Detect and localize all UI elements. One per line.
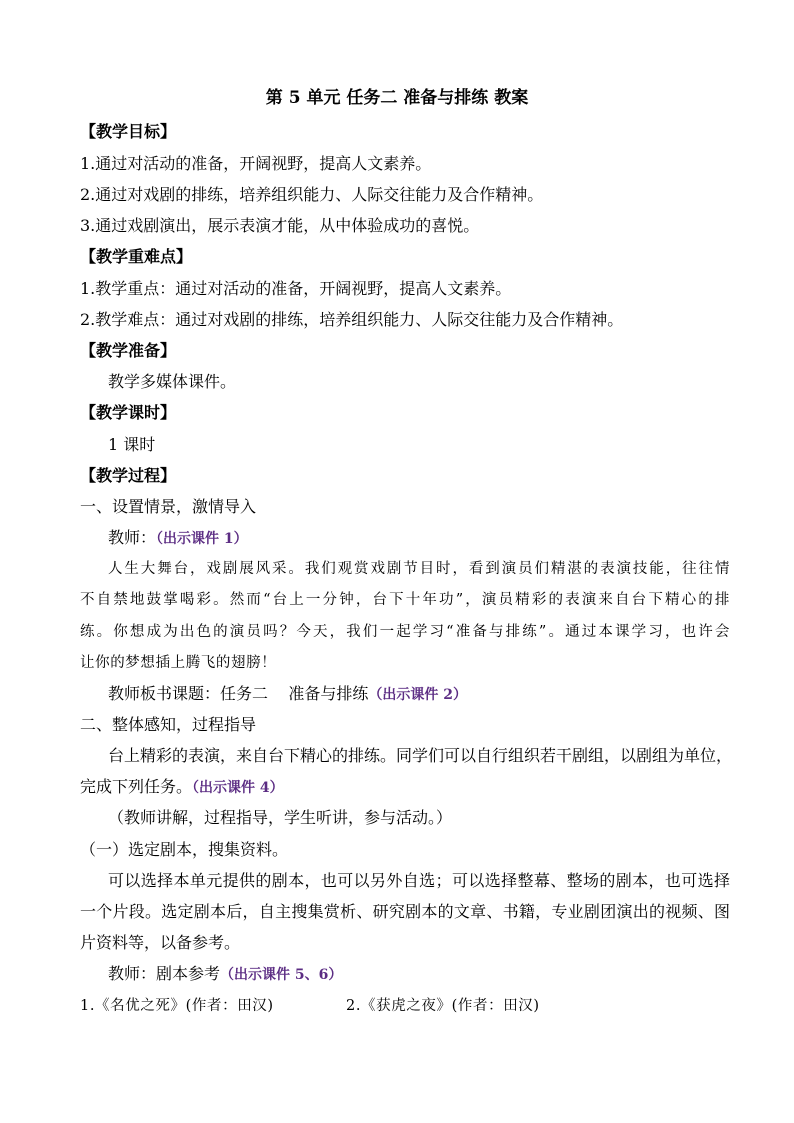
script-list-item: 2.《获虎之夜》(作者：田汉): [346, 998, 540, 1014]
step2-heading: 二、整体感知，过程指导: [80, 715, 257, 734]
script-list-item: 1.《名优之死》(作者：田汉): [80, 998, 274, 1014]
script-paragraph-line: 一个片段。选定剧本后，自主搜集赏析、研究剧本的文章、书籍，专业剧团演出的视频、图: [80, 902, 730, 921]
hours-text: 1 课时: [108, 435, 156, 454]
step1-teacher-line: [108, 526, 248, 551]
page-title: 第 5 单元 任务二 准备与排练 教案: [265, 88, 529, 108]
slide-note: （出示课件 5、6）: [220, 967, 343, 983]
keypoint-item: 2.教学难点：通过对戏剧的排练，培养组织能力、人际交往能力及合作精神。: [80, 310, 624, 329]
step2-paragraph-line: [80, 775, 284, 800]
step2-paragraph-line: 台上精彩的表演，来自台下精心的排练。同学们可以自行组织若干剧组，以剧组为单位，: [108, 746, 733, 765]
step1-heading: 一、设置情景，激情导入: [80, 497, 257, 516]
teacher-label: 教师：: [108, 528, 157, 547]
intro-paragraph-line: 不自禁地鼓掌喝彩。然而“台上一分钟，台下十年功”，演员精彩的表演来自台下精心的排: [80, 592, 730, 608]
section-heading-process: 【教学过程】: [80, 466, 177, 485]
prep-text: 教学多媒体课件。: [108, 372, 237, 391]
script-reference-line: [108, 962, 342, 987]
slide-note: （出示课件 1）: [156, 531, 248, 547]
section-heading-keypoints: 【教学重难点】: [80, 247, 193, 266]
slide-note: （出示课件 4）: [192, 780, 284, 796]
intro-paragraph-line: 让你的梦想插上腾飞的翅膀！: [80, 655, 277, 671]
board-title-line: [108, 682, 467, 707]
section-heading-prep: 【教学准备】: [80, 341, 177, 360]
section-heading-hours: 【教学课时】: [80, 403, 177, 422]
reference-label: 教师：剧本参考: [108, 964, 221, 983]
script-paragraph-line: 片资料等，以备参考。: [80, 933, 241, 952]
intro-paragraph-line: 人生大舞台，戏剧展风采。我们观赏戏剧节目时，看到演员们精湛的表演技能，往往情: [108, 561, 730, 577]
section-heading-objectives: 【教学目标】: [80, 122, 177, 141]
objective-item: 2.通过对戏剧的排练，培养组织能力、人际交往能力及合作精神。: [80, 185, 544, 204]
intro-paragraph-line: 练。你想成为出色的演员吗？今天，我们一起学习“准备与排练”。通过本课学习，也许会: [80, 624, 730, 640]
activity-note: （教师讲解，过程指导，学生听讲，参与活动。）: [108, 808, 453, 827]
script-paragraph-line: 可以选择本单元提供的剧本，也可以另外自选；可以选择整幕、整场的剧本，也可选择: [108, 871, 730, 890]
keypoint-item: 1.教学重点：通过对活动的准备，开阔视野，提高人文素养。: [80, 279, 512, 298]
board-title: 教师板书课题：任务二 准备与排练: [108, 684, 369, 703]
slide-note: （出示课件 2）: [368, 687, 467, 703]
objective-item: 1.通过对活动的准备，开阔视野，提高人文素养。: [80, 154, 432, 173]
sub-heading: （一）选定剧本，搜集资料。: [80, 840, 289, 859]
objective-item: 3.通过戏剧演出，展示表演才能，从中体验成功的喜悦。: [80, 216, 480, 235]
task-text: 完成下列任务。: [80, 777, 193, 796]
